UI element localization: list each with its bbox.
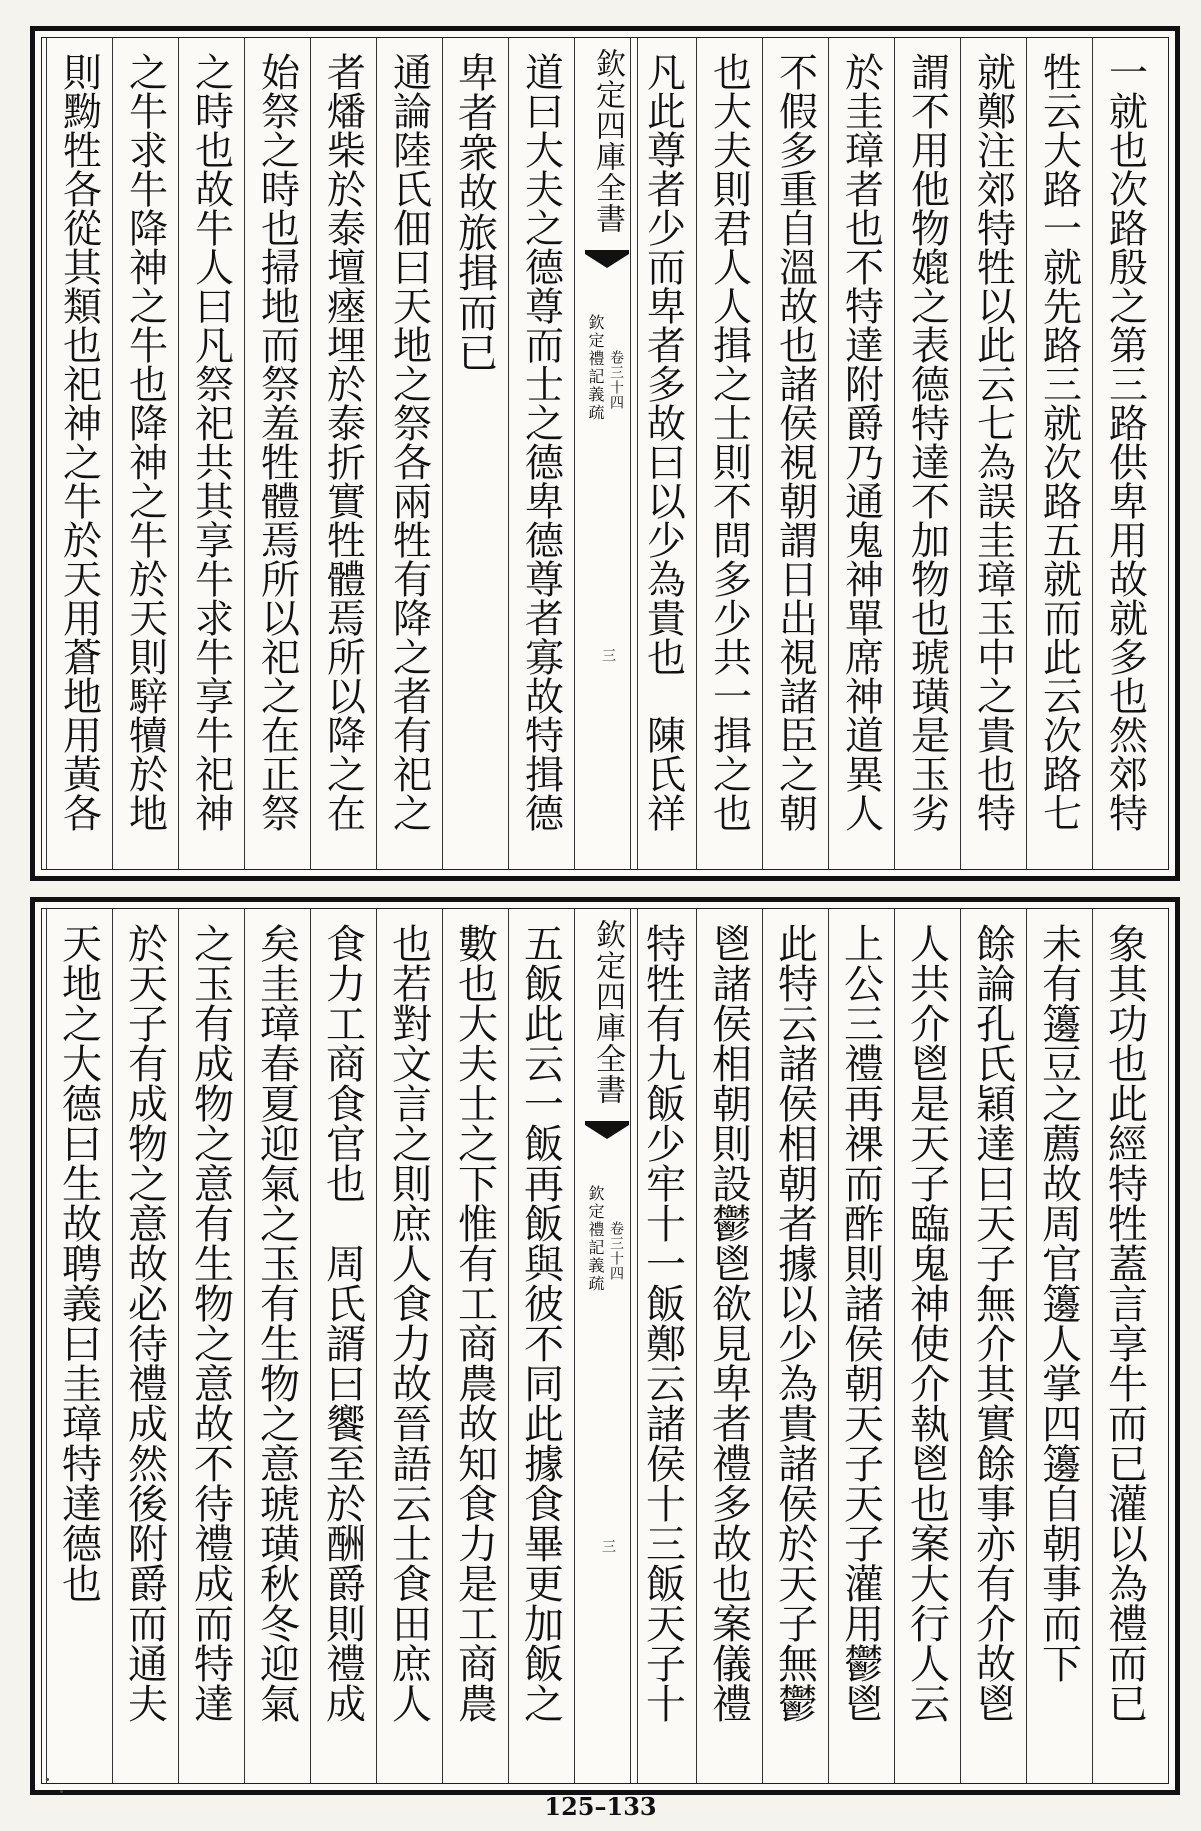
column-text: 通論陸氏佃曰天地之祭各兩牲有降之者有祀之 — [386, 52, 432, 832]
column-text: 象其功也此經特牲蓋言享牛而已灌以為禮而已 — [1101, 923, 1148, 1723]
column-text: 一就也次路殷之第三路供卑用故就多也然郊特 — [1102, 52, 1148, 832]
column-text: 卑者衆故旅揖而已 — [451, 52, 498, 372]
column-text: 鬯諸侯相朝則設鬱鬯欲見卑者禮多故也案儀禮 — [705, 923, 752, 1723]
column-text: 謂不用他物媲之表德特達不加物也琥璜是玉劣 — [904, 52, 950, 832]
top-fishtail-mark — [585, 250, 629, 272]
bottom-text-column-right-1 — [1092, 909, 1156, 1783]
column-text: 也若對文言之則庶人食力故晉語云士食田庶人 — [385, 923, 432, 1723]
bottom-page-frame — [30, 897, 1180, 1795]
column-text: 食力工商食官也 周氏諝曰饗至於酬爵則禮成 — [319, 923, 366, 1723]
bottom-text-column-left-4 — [310, 909, 374, 1783]
column-text: 天地之大德曰生故聘義曰圭璋特達德也 — [55, 923, 102, 1603]
bottom-text-column-left-1 — [508, 909, 572, 1783]
scan-speck — [60, 1790, 63, 1793]
top-text-column-left-3 — [376, 38, 440, 869]
column-text: 者燔柴於泰壇瘞埋於泰折實牲體焉所以降之在 — [320, 52, 366, 832]
column-text: 矣圭璋春夏迎氣之玉有生物之意琥璜秋冬迎氣 — [253, 923, 300, 1723]
top-text-column-left-1 — [508, 38, 572, 869]
top-text-column-left-5 — [244, 38, 308, 869]
page-number-footer: 125–133 — [544, 1792, 657, 1821]
bottom-text-column-left-6 — [178, 909, 242, 1783]
top-text-column-right-4 — [894, 38, 958, 869]
column-text: 於天子有成物之意故必待禮成然後附爵而通夫 — [121, 923, 168, 1723]
top-text-column-left-4 — [310, 38, 374, 869]
column-text: 上公三禮再祼而酢則諸侯朝天子天子灌用鬱鬯 — [837, 923, 884, 1723]
bottom-text-column-left-3 — [376, 909, 440, 1783]
bottom-fishtail-mark — [585, 1121, 629, 1143]
bottom-text-column-right-5 — [828, 909, 892, 1783]
top-book-title: 欽定禮記義疏 — [586, 314, 605, 422]
bottom-text-column-left-5 — [244, 909, 308, 1783]
top-text-column-right-6 — [762, 38, 826, 869]
top-text-column-right-8 — [630, 38, 694, 869]
bottom-text-column-left-7 — [112, 909, 176, 1783]
bottom-text-column-right-2 — [1026, 909, 1090, 1783]
bottom-text-column-right-6 — [762, 909, 826, 1783]
top-text-column-right-3 — [960, 38, 1024, 869]
bottom-text-column-right-3 — [960, 909, 1024, 1783]
top-text-column-right-2 — [1026, 38, 1090, 869]
column-text: 就鄭注郊特牲以此云七為誤圭璋玉中之貴也特 — [970, 52, 1016, 832]
top-text-column-left-8 — [46, 38, 110, 869]
top-text-column-right-1 — [1092, 38, 1156, 869]
column-text: 特牲有九飯少牢十一飯鄭云諸侯十三飯天子十 — [639, 923, 686, 1723]
top-page-text-area — [41, 37, 1169, 870]
column-text: 人共介鬯是天子臨鬼神使介執鬯也案大行人云 — [903, 923, 950, 1723]
bottom-leaf-number: 三 — [600, 1539, 616, 1553]
bottom-text-column-right-8 — [630, 909, 694, 1783]
bottom-text-column-left-2 — [442, 909, 506, 1783]
column-text: 餘論孔氏穎達曰天子無介其實餘事亦有介故鬯 — [969, 923, 1016, 1723]
column-text: 牲云大路一就先路三就次路五就而此云次路七 — [1036, 52, 1082, 832]
column-text: 則黝牲各從其類也祀神之牛於天用蒼地用黃各 — [56, 52, 102, 832]
top-leaf-number: 三 — [600, 648, 616, 662]
top-series-title: 欽定四庫全書 — [590, 48, 625, 234]
scan-speck — [46, 1778, 49, 1781]
column-text: 數也大夫士之下惟有工商農故知食力是工商農 — [451, 923, 498, 1723]
column-text: 也大夫則君人人揖之士則不問多少共一揖之也 — [706, 52, 752, 832]
top-juan-number: 卷三十四 — [608, 350, 624, 410]
top-text-column-left-6 — [178, 38, 242, 869]
column-text: 五飯此云一飯再飯與彼不同此據食畢更加飯之 — [517, 923, 564, 1723]
top-text-column-left-2 — [442, 38, 506, 869]
top-text-column-right-7 — [696, 38, 760, 869]
bottom-book-title: 欽定禮記義疏 — [586, 1185, 605, 1293]
column-text: 不假多重自溫故也諸侯視朝謂日出視諸臣之朝 — [772, 52, 818, 832]
bottom-page-text-area — [41, 908, 1169, 1784]
top-page-frame — [30, 26, 1180, 881]
column-text: 之牛求牛降神之牛也降神之牛於天則騂犢於地 — [122, 52, 168, 832]
column-text: 之時也故牛人曰凡祭祀共其享牛求牛享牛祀神 — [188, 52, 234, 832]
top-page-center-column — [574, 38, 638, 869]
bottom-text-column-left-8 — [46, 909, 110, 1783]
top-text-column-right-5 — [828, 38, 892, 869]
column-text: 始祭之時也掃地而祭羞牲體焉所以祀之在正祭 — [254, 52, 300, 832]
bottom-text-column-right-7 — [696, 909, 760, 1783]
bottom-juan-number: 卷三十四 — [608, 1221, 624, 1281]
bottom-text-column-right-4 — [894, 909, 958, 1783]
column-text: 此特云諸侯相朝者據以少為貴諸侯於天子無鬱 — [771, 923, 818, 1723]
bottom-page-center-column — [574, 909, 638, 1783]
bottom-series-title: 欽定四庫全書 — [590, 919, 625, 1105]
column-text: 之玉有成物之意有生物之意故不待禮成而特達 — [187, 923, 234, 1723]
column-text: 凡此尊者少而卑者多故曰以少為貴也 陳氏祥 — [640, 52, 686, 832]
column-text: 未有籩豆之薦故周官籩人掌四籩自朝事而下 — [1035, 923, 1082, 1683]
column-text: 道曰大夫之德尊而士之德卑德尊者寡故特揖德 — [518, 52, 564, 832]
top-text-column-left-7 — [112, 38, 176, 869]
column-text: 於圭璋者也不特達附爵乃通鬼神單席神道異人 — [838, 52, 884, 832]
